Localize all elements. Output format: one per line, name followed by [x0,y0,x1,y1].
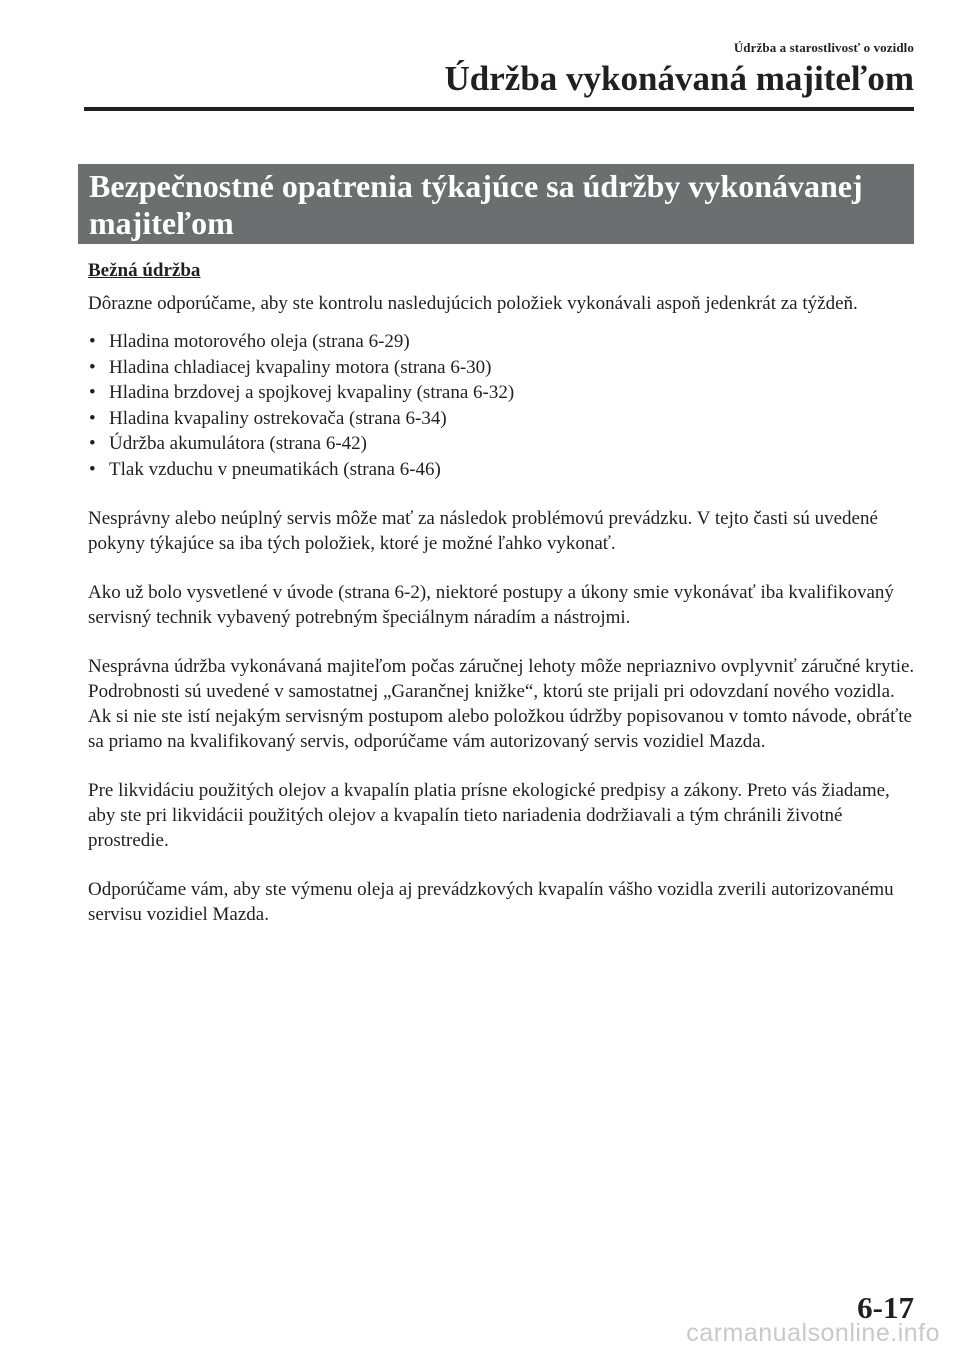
watermark: carmanualsonline.info [686,1319,940,1347]
bullet-icon: • [89,433,96,454]
list-item-text: Hladina chladiacej kvapaliny motora (strana 6-30) [109,356,492,378]
chapter-title: Údržba vykonávaná majiteľom [444,59,914,98]
list-item [88,406,918,432]
list-item [88,380,918,406]
bullet-icon: • [89,331,96,352]
section-title: Bezpečnostné opatrenia týkajúce sa údržby vykonávanej majiteľom [89,168,863,241]
body-paragraph: Nesprávna údržba vykonávaná majiteľom počas záručnej lehoty môže nepriaznivo ovplyvniť záručné krytie. Podrobnosti sú uvedené v samostatnej „Garančnej knižke“, ktorú ste prijali pri odovzdaní nového vozidla. Ak si nie ste istí nejakým servisným postupom alebo položkou údržby popisovanou v tomto návode, obráťte sa priamo na kvalifikovaný servis, odporúčame vám autorizovaný servis vozidiel Mazda. [88,656,915,752]
list-item [88,329,918,355]
checklist [88,329,918,482]
list-item [88,457,918,483]
header-rule [84,107,914,111]
list-item-text: Hladina kvapaliny ostrekovača (strana 6-34) [109,407,447,429]
body-paragraph: Nesprávny alebo neúplný servis môže mať za následok problémovú prevádzku. V tejto časti sú uvedené pokyny týkajúce sa iba tých položiek, ktoré je možné ľahko vykonať. [88,508,878,554]
bullet-icon: • [89,356,96,378]
body-paragraph: Pre likvidáciu použitých olejov a kvapalín platia prísne ekologické predpisy a zákony. Preto vás žiadame, aby ste pri likvidácii použitých olejov a kvapalín tieto nariadenia dodržiavali a tým chránili životné prostredie. [88,780,890,851]
list-item [88,431,918,457]
section-banner [78,164,914,244]
body-paragraph: Odporúčame vám, aby ste výmenu oleja aj prevádzkových kvapalín vášho vozidla zverili autorizovanému servisu vozidiel Mazda. [88,879,894,925]
intro-paragraph: Dôrazne odporúčame, aby ste kontrolu nasledujúcich položiek vykonávali aspoň jedenkrát za týždeň. [88,293,858,314]
list-item-text: Tlak vzduchu v pneumatikách (strana 6-46) [109,458,441,480]
main-content [88,258,918,927]
bullet-icon: • [89,458,96,480]
list-item-text: Hladina brzdovej a spojkovej kvapaliny (strana 6-32) [109,382,515,403]
subheading: Bežná údržba [88,260,201,281]
bullet-icon: • [89,382,96,403]
running-header: Údržba a starostlivosť o vozidlo [733,40,914,55]
page-number: 6-17 [857,1290,914,1325]
bullet-icon: • [89,407,96,429]
body-paragraph: Ako už bolo vysvetlené v úvode (strana 6-2), niektoré postupy a úkony smie vykonávať iba kvalifikovaný servisný technik vybavený potrebným špeciálnym náradím a nástrojmi. [88,582,894,628]
list-item [88,355,918,381]
list-item-text: Údržba akumulátora (strana 6-42) [109,433,367,454]
list-item-text: Hladina motorového oleja (strana 6-29) [109,331,410,352]
